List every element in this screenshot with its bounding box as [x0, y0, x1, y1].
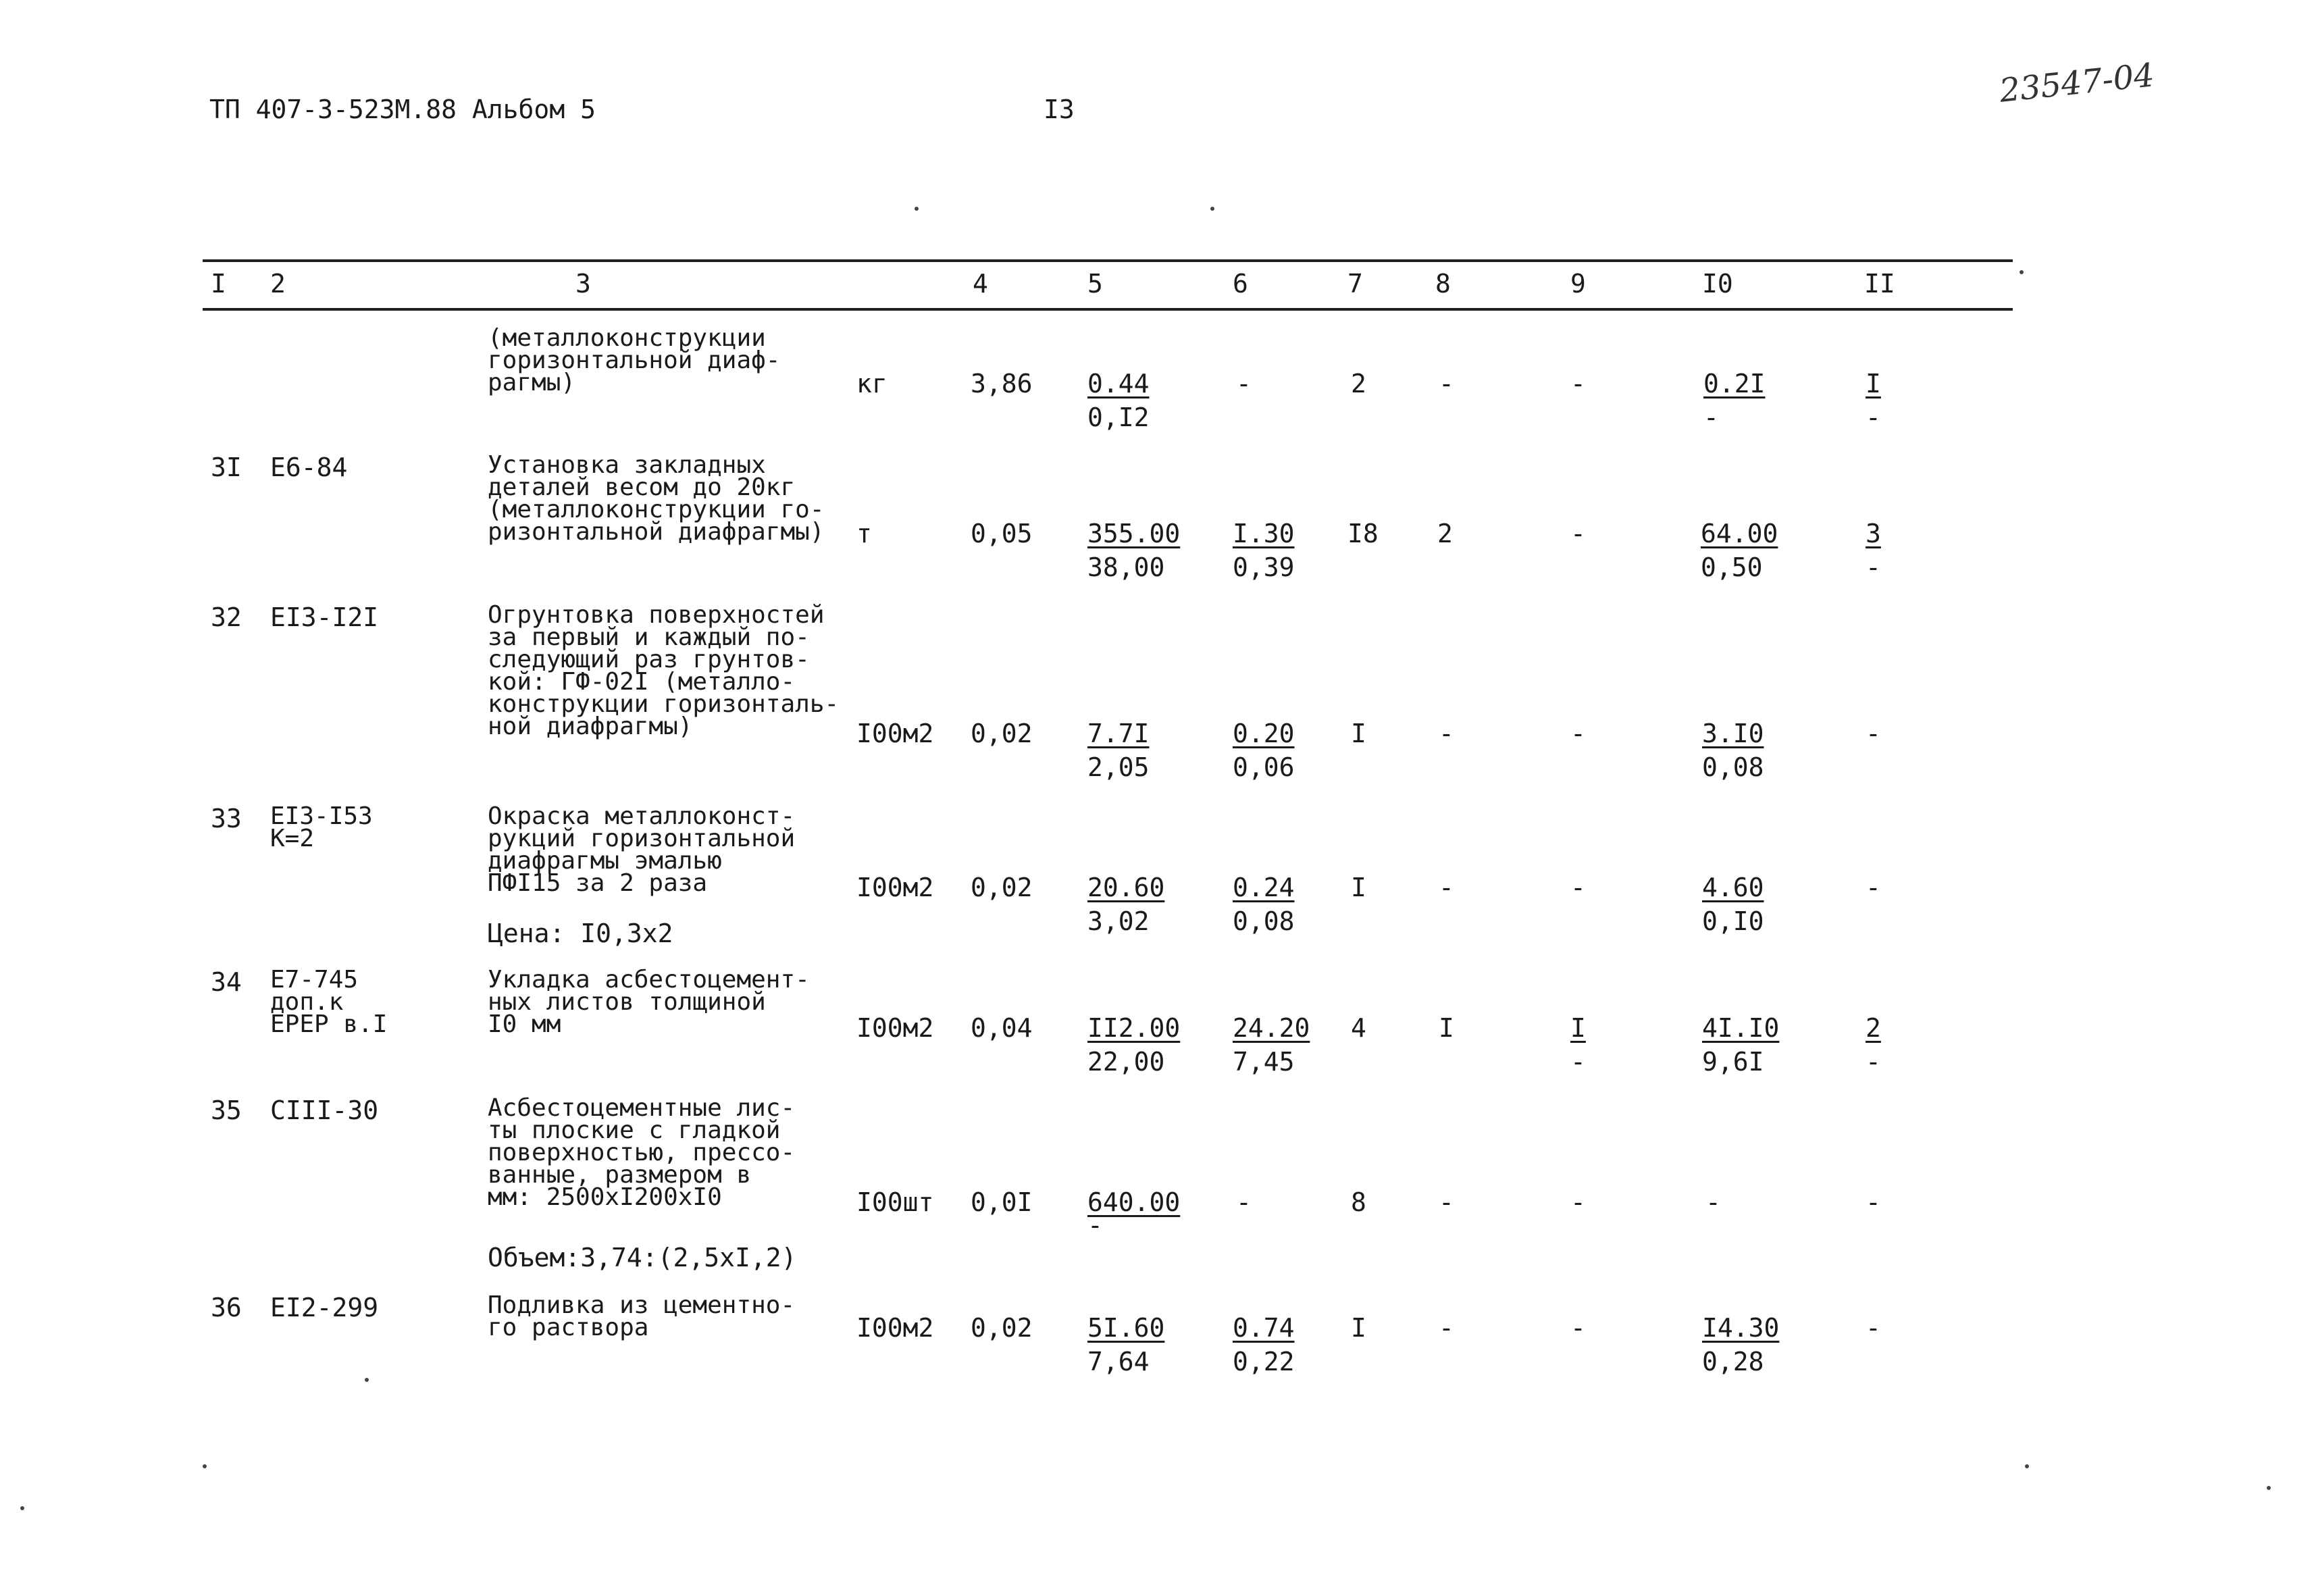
col8-value: - — [1439, 1187, 1454, 1217]
col5-top-value: 7.7I — [1087, 719, 1150, 748]
row-number: 34 — [211, 967, 242, 997]
col8-value: 2 — [1437, 519, 1453, 548]
col9-top-value: - — [1570, 873, 1586, 902]
row-code: СIII-30 — [270, 1096, 379, 1125]
col5-top-value: 640.00 — [1087, 1187, 1181, 1217]
col6-top-value: 0.24 — [1233, 873, 1295, 902]
row-quantity: 0,05 — [971, 519, 1033, 548]
col7-value: 2 — [1351, 369, 1366, 398]
col6-bottom-value: 7,45 — [1233, 1047, 1295, 1077]
col9-top-value: - — [1570, 519, 1586, 548]
col11-top-value: I — [1866, 369, 1881, 398]
row-volume-note: Объем:3,74:(2,5хI,2) — [488, 1243, 797, 1272]
row-quantity: 3,86 — [971, 369, 1033, 398]
row-code: Е6-84 — [270, 453, 348, 482]
scan-speck — [203, 1464, 207, 1468]
row-code: ЕI2-299 — [270, 1293, 379, 1322]
col6-top-value: I.30 — [1233, 519, 1295, 548]
row-description: Асбестоцементные лис- ты плоские с гладкой поверхностью, прессо- ванные, размером в мм: 2500хI200хI0 — [488, 1094, 796, 1211]
col-header-3: 3 — [575, 269, 591, 299]
col11-bottom-value: - — [1866, 1047, 1881, 1077]
table-top-rule — [203, 259, 2013, 262]
col5-bottom-value: 2,05 — [1087, 752, 1150, 782]
col-header-8: 8 — [1435, 269, 1451, 299]
row-number: 33 — [211, 804, 242, 833]
col5-top-value: 0.44 — [1087, 369, 1150, 398]
col-header-4: 4 — [973, 269, 988, 299]
page-number: I3 — [1044, 95, 1075, 124]
col11-top-value: - — [1866, 1313, 1881, 1343]
scan-speck — [915, 207, 919, 211]
col-header-10: I0 — [1702, 269, 1733, 299]
col-header-11: II — [1864, 269, 1895, 299]
col7-value: I — [1351, 719, 1366, 748]
row-number: 36 — [211, 1293, 242, 1322]
col5-bottom-value: 0,I2 — [1087, 403, 1150, 432]
row-description: Окраска металлоконст- рукций горизонтальной диафрагмы эмалью ПФI15 за 2 раза — [488, 802, 796, 897]
row-number: 3I — [211, 453, 242, 482]
col5-bottom-value: 7,64 — [1087, 1347, 1150, 1376]
col6-bottom-value: 0,06 — [1233, 752, 1295, 782]
col-header-7: 7 — [1347, 269, 1363, 299]
col-header-5: 5 — [1087, 269, 1103, 299]
col7-value: 8 — [1351, 1187, 1366, 1217]
col8-value: - — [1439, 873, 1454, 902]
col10-bottom-value: 0,I0 — [1702, 906, 1764, 936]
col10-top-value: 3.I0 — [1702, 719, 1764, 748]
col-header-2: 2 — [270, 269, 286, 299]
row-code: ЕI3-I2I — [270, 602, 379, 632]
row-description: Подливка из цементно- го раствора — [488, 1291, 796, 1341]
col7-value: I8 — [1347, 519, 1379, 548]
col7-value: I — [1351, 1313, 1366, 1343]
col6-bottom-value: 0,39 — [1233, 552, 1295, 582]
row-code: ЕI3-I53 К=2 — [270, 802, 373, 852]
col6-top-value: 0.20 — [1233, 719, 1295, 748]
col6-bottom-value: 0,08 — [1233, 906, 1295, 936]
row-unit: I00м2 — [856, 1313, 934, 1343]
col10-top-value: 64.00 — [1701, 519, 1778, 548]
col9-top-value: - — [1570, 1187, 1586, 1217]
col6-top-value: 24.20 — [1233, 1013, 1310, 1043]
col9-top-value: I — [1570, 1013, 1586, 1043]
col7-value: I — [1351, 873, 1366, 902]
col10-bottom-value: 0,28 — [1702, 1347, 1764, 1376]
row-quantity: 0,0I — [971, 1187, 1033, 1217]
row-number: 35 — [211, 1096, 242, 1125]
col-header-9: 9 — [1570, 269, 1586, 299]
row-description: Укладка асбестоцемент- ных листов толщиной I0 мм — [488, 966, 810, 1038]
handwritten-archive-number: 23547-04 — [1997, 56, 2157, 110]
row-quantity: 0,02 — [971, 1313, 1033, 1343]
col7-value: 4 — [1351, 1013, 1366, 1043]
col9-top-value: - — [1570, 719, 1586, 748]
col8-value: - — [1439, 719, 1454, 748]
scan-speck — [365, 1378, 369, 1382]
table-header-rule — [203, 308, 2013, 311]
col-header-1: I — [211, 269, 226, 299]
row-quantity: 0,04 — [971, 1013, 1033, 1043]
col10-bottom-value: 0,08 — [1702, 752, 1764, 782]
row-quantity: 0,02 — [971, 719, 1033, 748]
row-code: Е7-745 доп.к ЕРЕР в.I — [270, 966, 388, 1038]
col5-top-value: 355.00 — [1087, 519, 1181, 548]
row-unit: кг — [856, 369, 888, 398]
col9-bottom-value: - — [1570, 1047, 1586, 1077]
col5-bottom-value: 3,02 — [1087, 906, 1150, 936]
col10-top-value: 0.2I — [1703, 369, 1766, 398]
row-unit: I00шт — [856, 1187, 934, 1217]
row-unit: I00м2 — [856, 873, 934, 902]
row-unit: т — [856, 519, 872, 548]
col-header-6: 6 — [1233, 269, 1248, 299]
col5-bottom-value: 22,00 — [1087, 1047, 1165, 1077]
col8-value: - — [1439, 1313, 1454, 1343]
col11-bottom-value: - — [1866, 552, 1881, 582]
col6-bottom-value: 0,22 — [1233, 1347, 1295, 1376]
col9-top-value: - — [1570, 1313, 1586, 1343]
col5-bottom-value: - — [1087, 1210, 1103, 1240]
col10-top-value: 4I.I0 — [1702, 1013, 1780, 1043]
row-description: Установка закладных деталей весом до 20кг (металлоконструкции го- ризонтальной диафрагмы) — [488, 451, 825, 546]
col5-bottom-value: 38,00 — [1087, 552, 1165, 582]
col5-top-value: 20.60 — [1087, 873, 1165, 902]
col11-top-value: 2 — [1866, 1013, 1881, 1043]
col6-top-value: 0.74 — [1233, 1313, 1295, 1343]
col9-top-value: - — [1570, 369, 1586, 398]
row-unit: I00м2 — [856, 719, 934, 748]
scan-speck — [20, 1506, 24, 1510]
col8-value: I — [1439, 1013, 1454, 1043]
row-unit: I00м2 — [856, 1013, 934, 1043]
col6-top-value: - — [1236, 1187, 1252, 1217]
col5-top-value: II2.00 — [1087, 1013, 1181, 1043]
col10-top-value: I4.30 — [1702, 1313, 1780, 1343]
document-code: ТП 407-3-523М.88 Альбом 5 — [209, 95, 596, 124]
col10-bottom-value: - — [1703, 403, 1719, 432]
row-number: 32 — [211, 602, 242, 632]
col11-bottom-value: - — [1866, 403, 1881, 432]
col6-top-value: - — [1236, 369, 1252, 398]
col11-top-value: 3 — [1866, 519, 1881, 548]
row-quantity: 0,02 — [971, 873, 1033, 902]
col11-top-value: - — [1866, 1187, 1881, 1217]
col11-top-value: - — [1866, 873, 1881, 902]
col5-top-value: 5I.60 — [1087, 1313, 1165, 1343]
row-price-note: Цена: I0,3х2 — [488, 919, 673, 948]
row-description: (металлоконструкции горизонтальной диаф- рагмы) — [488, 324, 781, 396]
row-description: Огрунтовка поверхностей за первый и каждый по- следующий раз грунтов- кой: ГФ-02I (металло- конструкции горизонталь- ной диафрагмы) — [488, 601, 840, 740]
col8-value: - — [1439, 369, 1454, 398]
col10-bottom-value: 0,50 — [1701, 552, 1763, 582]
scan-speck — [2025, 1464, 2029, 1468]
col10-top-value: 4.60 — [1702, 873, 1764, 902]
scan-speck — [2020, 270, 2024, 274]
col11-top-value: - — [1866, 719, 1881, 748]
scan-speck — [2267, 1486, 2271, 1490]
scan-speck — [1210, 207, 1214, 211]
col10-top-value: - — [1705, 1187, 1721, 1217]
col10-bottom-value: 9,6I — [1702, 1047, 1764, 1077]
